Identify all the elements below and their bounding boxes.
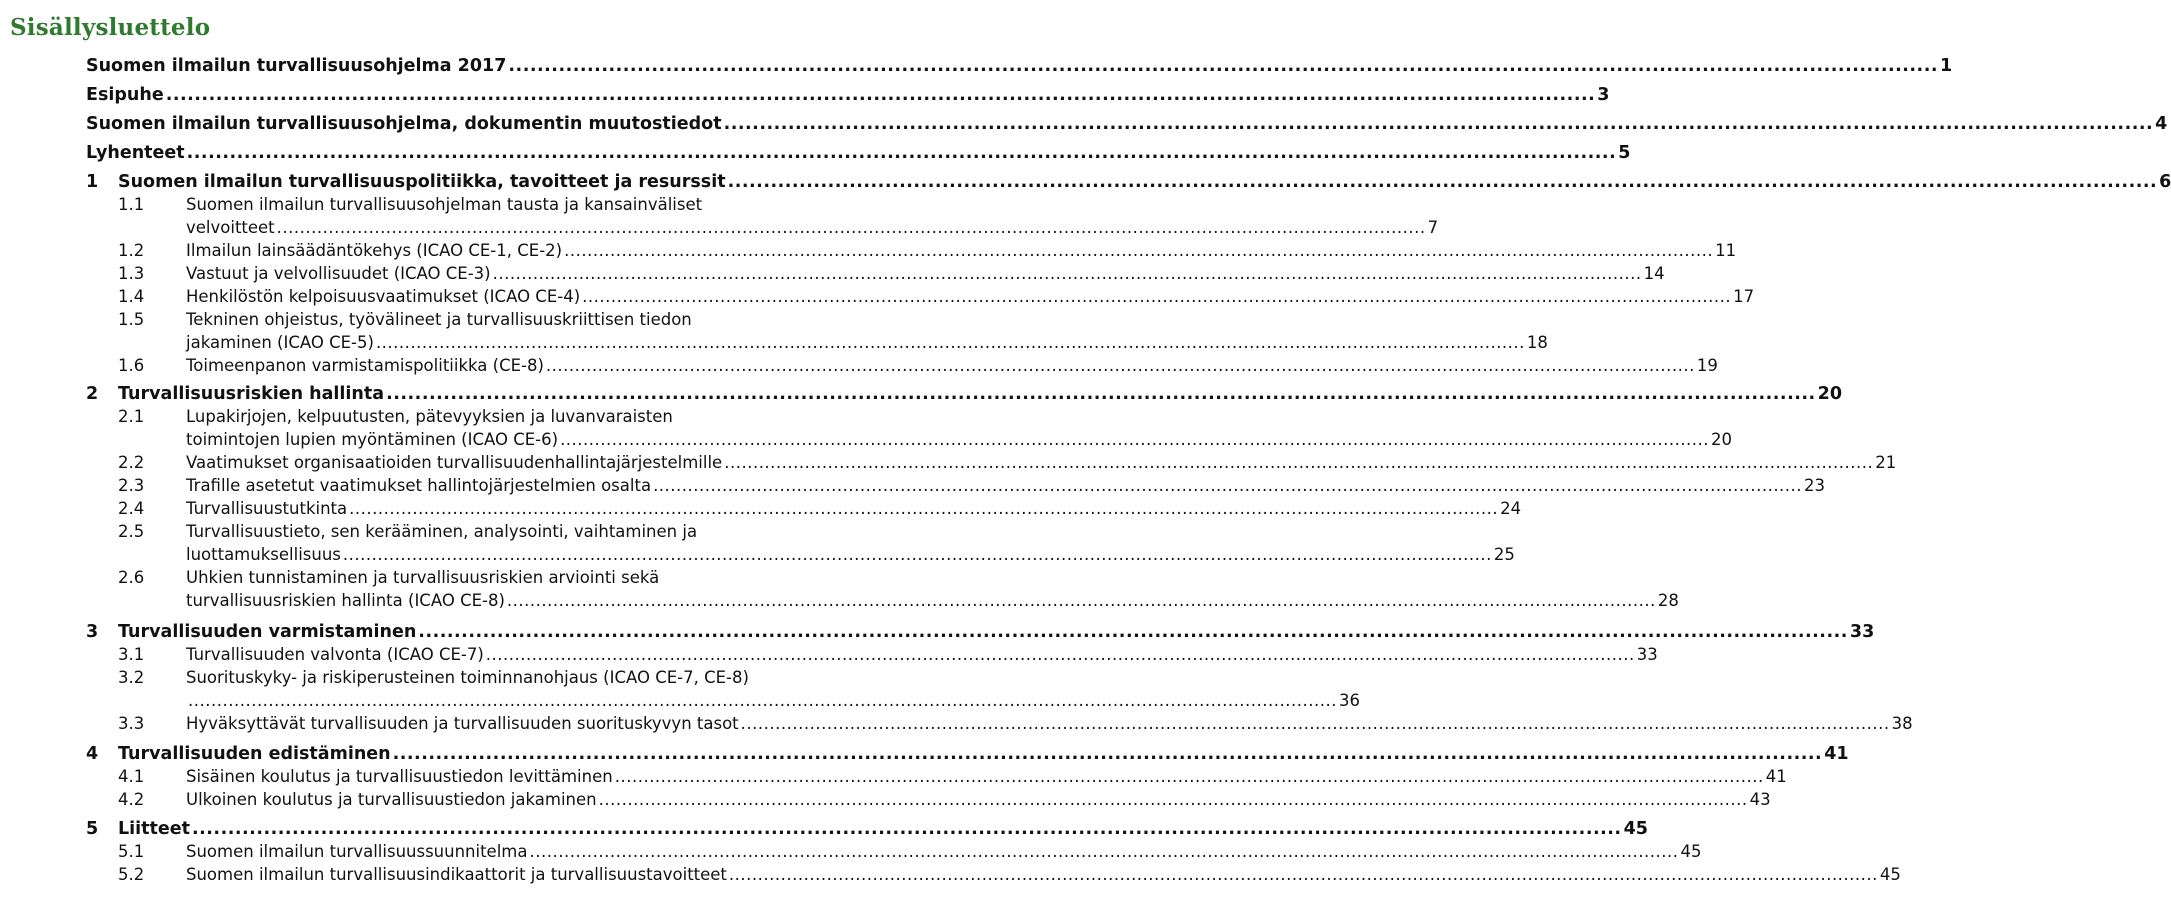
entry-number: 5.1 — [118, 842, 145, 861]
dot-leader — [615, 767, 1764, 786]
page-number: 4 — [2155, 114, 2168, 134]
dot-leader — [508, 56, 1938, 76]
entry-title: Toimeenpanon varmistamispolitiikka (CE-8) — [186, 356, 544, 375]
entry-title: Turvallisuuden varmistaminen — [118, 622, 417, 642]
toc-section-entry[interactable] — [186, 430, 1733, 452]
entry-number: 2.5 — [118, 522, 145, 541]
entry-title: Turvallisuustutkinta — [186, 499, 348, 518]
toc-section-entry[interactable] — [186, 545, 1515, 567]
entry-title: Vaatimukset organisaatioiden turvallisuudenhallintajärjestelmille — [186, 453, 723, 472]
page-number: 6 — [2159, 172, 2171, 192]
entry-title: Turvallisuuden valvonta (ICAO CE-7) — [186, 645, 484, 664]
entry-number: 4 — [86, 744, 99, 764]
dot-leader — [277, 218, 1426, 237]
entry-title-line: Lupakirjojen, kelpuutusten, pätevyyksien ja luvanvaraisten — [186, 407, 673, 426]
entry-number: 2.1 — [118, 407, 145, 426]
page-number: 36 — [1338, 691, 1360, 710]
entry-number: 2.4 — [118, 499, 145, 518]
page-number: 20 — [1817, 384, 1843, 404]
dot-leader — [343, 545, 1492, 564]
entry-number: 2 — [86, 384, 99, 404]
toc-section-entry[interactable] — [118, 476, 1826, 498]
entry-number: 2.6 — [118, 568, 145, 587]
toc-section-entry[interactable] — [118, 842, 1702, 864]
toc-section-entry[interactable] — [118, 264, 1665, 286]
dot-leader — [188, 691, 1337, 710]
toc-heading-entry[interactable] — [86, 744, 1849, 766]
toc-heading-entry[interactable] — [86, 114, 2168, 136]
dot-leader — [724, 453, 1873, 472]
page-number: 28 — [1657, 591, 1679, 610]
toc-heading-entry[interactable] — [86, 172, 2171, 194]
entry-number: 1.1 — [118, 195, 145, 214]
entry-title: turvallisuusriskien hallinta (ICAO CE-8) — [186, 591, 505, 610]
entry-number: 3.2 — [118, 668, 145, 687]
dot-leader — [486, 645, 1635, 664]
toc-section-entry[interactable] — [118, 714, 1913, 736]
page-number: 5 — [1618, 143, 1631, 163]
dot-leader — [393, 744, 1823, 764]
page-number: 11 — [1715, 241, 1737, 260]
page-number: 41 — [1765, 767, 1787, 786]
entry-title-line: Uhkien tunnistaminen ja turvallisuusriskien arviointi sekä — [186, 568, 660, 587]
dot-leader — [724, 114, 2154, 134]
dot-leader — [599, 790, 1748, 809]
toc-title: Sisällysluettelo — [10, 14, 211, 41]
page-number: 17 — [1733, 287, 1755, 306]
toc-heading-entry[interactable] — [86, 56, 1953, 78]
toc-heading-entry[interactable] — [86, 384, 1843, 406]
entry-title: Turvallisuuden edistäminen — [118, 744, 391, 764]
toc-section-entry[interactable] — [186, 591, 1679, 613]
page-number: 45 — [1680, 842, 1702, 861]
entry-title: luottamuksellisuus — [186, 545, 341, 564]
entry-title: Suomen ilmailun turvallisuusohjelma 2017 — [86, 56, 507, 76]
entry-title-line: Suomen ilmailun turvallisuusohjelman tausta ja kansainväliset — [186, 195, 703, 214]
page-number: 19 — [1696, 356, 1718, 375]
dot-leader — [546, 356, 1695, 375]
toc-section-entry[interactable] — [118, 645, 1658, 667]
entry-number: 3.3 — [118, 714, 145, 733]
entry-title: Esipuhe — [86, 85, 164, 105]
dot-leader — [653, 476, 1802, 495]
page-number: 23 — [1804, 476, 1826, 495]
dot-leader — [376, 333, 1525, 352]
page-number: 24 — [1500, 499, 1522, 518]
entry-title: Henkilöstön kelpoisuusvaatimukset (ICAO CE-4) — [186, 287, 581, 306]
toc-section-entry[interactable] — [118, 241, 1737, 263]
entry-number: 1.3 — [118, 264, 145, 283]
entry-number: 1.5 — [118, 310, 145, 329]
toc-heading-entry[interactable] — [86, 85, 1610, 107]
entry-title: Suomen ilmailun turvallisuusindikaattorit ja turvallisuustavoitteet — [186, 865, 727, 884]
page-number: 43 — [1749, 790, 1771, 809]
page-number: 18 — [1526, 333, 1548, 352]
page-number: 1 — [1940, 56, 1953, 76]
entry-title: Lyhenteet — [86, 143, 185, 163]
dot-leader — [192, 819, 1622, 839]
page-number: 45 — [1879, 865, 1901, 884]
page-number: 41 — [1824, 744, 1849, 764]
toc-section-entry[interactable] — [118, 767, 1787, 789]
entry-title-line: Turvallisuustieto, sen kerääminen, analysointi, vaihtaminen ja — [186, 522, 698, 541]
dot-leader — [166, 85, 1596, 105]
entry-number: 5.2 — [118, 865, 145, 884]
entry-title: toimintojen lupien myöntäminen (ICAO CE-6) — [186, 430, 559, 449]
dot-leader — [493, 264, 1642, 283]
entry-title: Trafille asetetut vaatimukset hallintojärjestelmien osalta — [186, 476, 652, 495]
toc-heading-entry[interactable] — [86, 819, 1648, 841]
entry-title: Suomen ilmailun turvallisuussuunnitelma — [186, 842, 528, 861]
entry-title-line: Suorituskyky- ja riskiperusteinen toiminnanohjaus (ICAO CE-7, CE-8) — [186, 668, 749, 687]
entry-title: Ulkoinen koulutus ja turvallisuustiedon jakaminen — [186, 790, 597, 809]
entry-title: Suomen ilmailun turvallisuusohjelma, dokumentin muutostiedot — [86, 114, 722, 134]
entry-number: 5 — [86, 819, 99, 839]
entry-number: 1 — [86, 172, 99, 192]
toc-section-entry[interactable] — [118, 499, 1522, 521]
page-number: 14 — [1643, 264, 1665, 283]
page-number: 7 — [1427, 218, 1439, 237]
page-number: 33 — [1636, 645, 1658, 664]
entry-number: 1.4 — [118, 287, 145, 306]
toc-section-entry[interactable] — [186, 691, 1360, 713]
entry-number: 3.1 — [118, 645, 145, 664]
entry-number: 1.6 — [118, 356, 145, 375]
entry-number: 1.2 — [118, 241, 145, 260]
dot-leader — [564, 241, 1713, 260]
toc-section-entry[interactable] — [118, 356, 1718, 378]
entry-title: Sisäinen koulutus ja turvallisuustiedon levittäminen — [186, 767, 613, 786]
dot-leader — [386, 384, 1816, 404]
dot-leader — [728, 172, 2158, 192]
dot-leader — [741, 714, 1890, 733]
entry-title: jakaminen (ICAO CE-5) — [186, 333, 374, 352]
page-number: 21 — [1875, 453, 1897, 472]
page-number: 33 — [1849, 622, 1875, 642]
page-number: 45 — [1623, 819, 1648, 839]
entry-title: Liitteet — [118, 819, 190, 839]
page-number: 20 — [1711, 430, 1733, 449]
toc-heading-entry[interactable] — [86, 622, 1875, 644]
entry-title: Suomen ilmailun turvallisuuspolitiikka, tavoitteet ja resurssit — [118, 172, 726, 192]
toc-section-entry[interactable] — [118, 790, 1771, 812]
entry-title: Ilmailun lainsäädäntökehys (ICAO CE-1, CE-2) — [186, 241, 563, 260]
toc-section-entry[interactable] — [186, 218, 1439, 240]
entry-number: 2.2 — [118, 453, 145, 472]
dot-leader — [349, 499, 1498, 518]
page-number: 25 — [1493, 545, 1515, 564]
dot-leader — [529, 842, 1678, 861]
dot-leader — [187, 143, 1617, 163]
entry-number: 2.3 — [118, 476, 145, 495]
dot-leader — [418, 622, 1848, 642]
toc-section-entry[interactable] — [118, 453, 1897, 475]
page-number: 38 — [1891, 714, 1913, 733]
entry-title: velvoitteet — [186, 218, 275, 237]
entry-title: Turvallisuusriskien hallinta — [118, 384, 385, 404]
toc-heading-entry[interactable] — [86, 143, 1631, 165]
toc-section-entry[interactable] — [186, 333, 1548, 355]
dot-leader — [560, 430, 1709, 449]
dot-leader — [729, 865, 1878, 884]
entry-title-line: Tekninen ohjeistus, työvälineet ja turvallisuuskriittisen tiedon — [186, 310, 692, 329]
entry-title: Hyväksyttävät turvallisuuden ja turvallisuuden suorituskyvyn tasot — [186, 714, 739, 733]
entry-title: Vastuut ja velvollisuudet (ICAO CE-3) — [186, 264, 491, 283]
entry-number: 3 — [86, 622, 99, 642]
entry-number: 4.1 — [118, 767, 145, 786]
page-number: 3 — [1597, 85, 1610, 105]
dot-leader — [582, 287, 1731, 306]
toc-section-entry[interactable] — [118, 287, 1755, 309]
entry-number: 4.2 — [118, 790, 145, 809]
dot-leader — [507, 591, 1656, 610]
toc-section-entry[interactable] — [118, 865, 1901, 887]
